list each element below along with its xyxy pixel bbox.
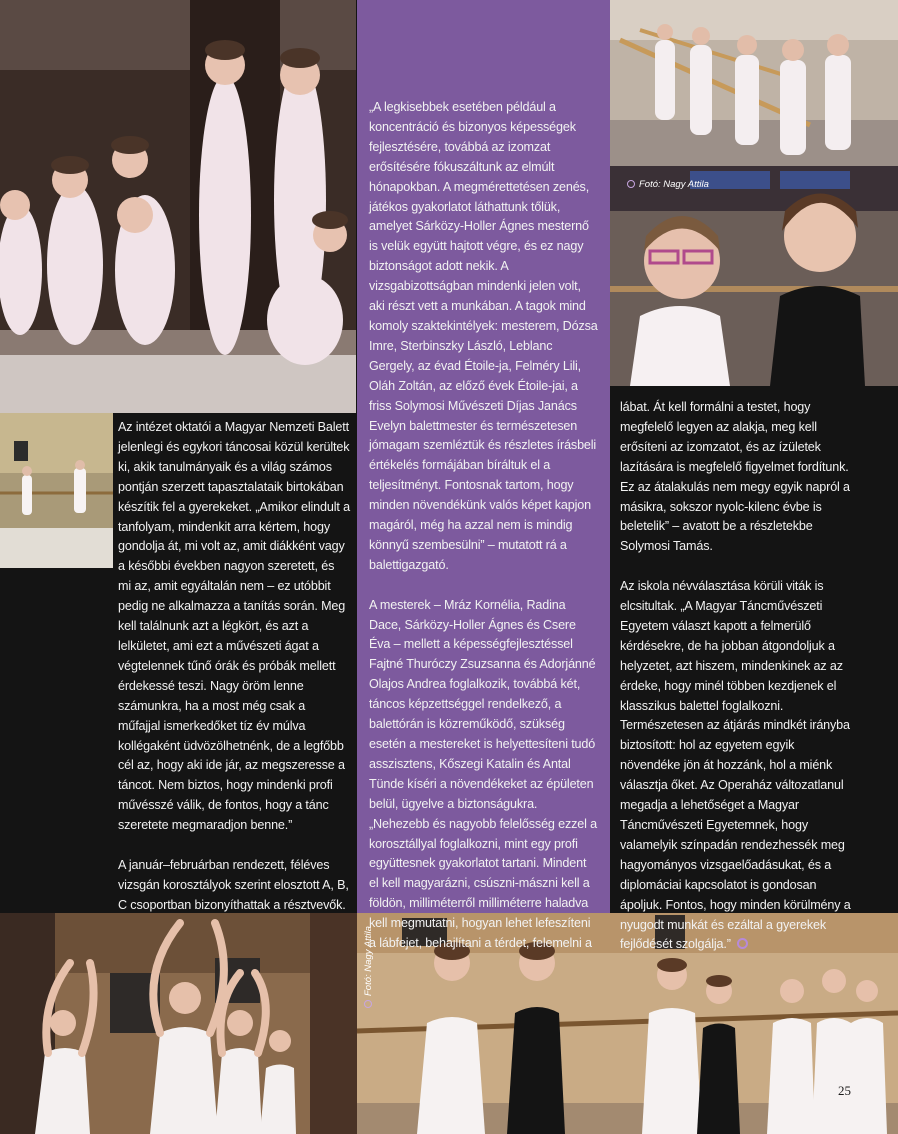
paragraph-text: Az iskola névválasztása körüli viták is elcsitultak. „A Magyar Táncművészeti Egyetem választ kapott a felmerülő kérdésekre, de ha jobban átgondoljuk a helyzetet, azt hiszem, mindenkinek az az érdeke, hogy minél többen kezdjenek el klasszikus balettel foglalkozni. Természetesen az átjárás mindkét irányba biztosított: hol az egyetem egyik növendéke jön át hozzánk, hol a miénk választja őket. Az Operaház változatlanul megadja a lehetőséget a Magyar Táncművészeti Egyetemnek, hogy valamelyik színpadán rendezhessék meg hagyományos vizsgaelőadásukat, és a diplomáciai kapcsolatot is gondosan ápoljuk. Fontos, hogy minden körülmény a nyugodt munkát és ezáltal a gyerekek fejlődését szolgálja.” bbox=[620, 579, 851, 952]
paragraph: lábat. Át kell formálni a testet, hogy megfelelő legyen az alakja, meg kell erősíteni az izomzatot, és az ízületek lazítására is megfelelő figyelmet fordítunk. Ez az átalakulás nem megy egyik napról a másikra, sokszor nyolc-kilenc évbe is beletelik” – avatott be a részletekbe Solymosi Tamás. bbox=[620, 400, 850, 554]
paragraph: „A legkisebbek esetében például a koncentráció és bizonyos képességek fejlesztésére, továbbá az izomzat erősítésére fókuszáltunk az elmúlt hónapokban. A megmérettetésen zenés, játékos gyakorlatot láthattunk tőlük, amelyet Sárközy-Holler Ágnes mesternő is velük együtt hajtott végre, és ez nagy biztonságot adott nekik. A vizsgabizottságban mindenki jelen volt, aki részt vett a munkában. A tagok mind komoly szaktekintélyek: mesterem, Dózsa Imre, Sterbinszky László, Leblanc Gergely, az évad Étoile-ja, Felméry Lili, Oláh Zoltán, az előző évek Étoile-jai, a friss Solymosi Művészeti Díjas Janács Evelyn balettmester és természetesen jómagam szemléztük és részletes írásbeli értékelés formájában bíráltuk el a teljesítményt. Fontosnak tartom, hogy minden növendékünk valós képet kapjon magáról, még ha azzal nem is mindig könnyű szembesülni” – mutatott rá a balettigazgató. bbox=[369, 100, 598, 572]
photo-seated-students bbox=[0, 0, 356, 413]
end-of-article-icon bbox=[737, 938, 748, 949]
photo-credit-vertical: Fotó: Nagy Attila bbox=[363, 926, 374, 1008]
photo-girl-and-boy bbox=[610, 166, 898, 386]
circle-bullet-icon bbox=[364, 1000, 372, 1008]
circle-bullet-icon bbox=[627, 180, 635, 188]
left-text-column bbox=[118, 418, 350, 916]
paragraph: A mesterek – Mráz Kornélia, Radina Dace, Sárközy-Holler Ágnes és Csere Éva – mellett a képességfejlesztéssel Fajtné Thuróczy Zsuzsanna és Adorjánné Olajos Andrea foglalkozik, továbbá két, táncos képzettséggel rendelkező, a balettórán is közreműködő, szükség esetén a mestereket is helyettesíteni tudó asszisztens, Kőszegi Katalin és Antal Tünde kíséri a növendékeket az épületen belül, ügyelve a biztonságukra. „Nehezebb és nagyobb felelősség ezzel a korosztállyal foglalkozni, mint egy profi együttesnek gyakorlatot tartani. Mindent el kell magyarázni, csúszni-mászni kell a földön, milliméterről milliméterre haladva kell megmutatni, hogyan lehet lefeszíteni a lábfejet, behajlítani a térdet, felemelni a bbox=[369, 597, 597, 951]
right-text-column bbox=[620, 398, 852, 955]
photo-dancers-studio bbox=[0, 413, 113, 568]
paragraph: Az intézet oktatói a Magyar Nemzeti Balett jelenlegi és egykori táncosai közül kerültek ki, akik tanulmányaik és a világ számos pontján szerzett tapasztalataik birtokában készítik fel a gyerekeket. „Amikor elindult a tanfolyam, mindenkit arra kértem, hogy gondolja át, mi volt az, amit diákként vagy a későbbi években nagyon szeretett, és mi az, amit egyáltalán nem – ez utóbbit pedig ne alkalmazza a tanítás során. Meg kell találnunk azt a légkört, és azt a lelkületet, ami ezt a művészeti ágat a végtelennek tűnő órák és próbák mellett érdekessé teszi. Nagy öröm lenne számunkra, ha a most még csak a műfajjal ismerkedőket tíz év múlva kollégaként üdvözölhetnénk, de a legfőbb cél az, hogy aki ide jár, az megszeresse a táncot. Nem biztos, hogy mindenki profi művésszé válik, de fontos, hogy a tánc szeretete megmaradjon benne.” bbox=[118, 420, 350, 833]
middle-text-column bbox=[369, 98, 599, 954]
photo-barre-class bbox=[610, 0, 898, 166]
photo-credit: Fotó: Nagy Attila bbox=[627, 179, 709, 190]
photo-arms-raised bbox=[0, 913, 357, 1134]
page-number: 25 bbox=[838, 1083, 851, 1098]
paragraph bbox=[620, 577, 852, 955]
paragraph: A január–februárban rendezett, féléves vizsgán korosztályok szerint elosztott A, B, C csoportban bizonyíthattak a résztvevők. bbox=[118, 857, 349, 912]
